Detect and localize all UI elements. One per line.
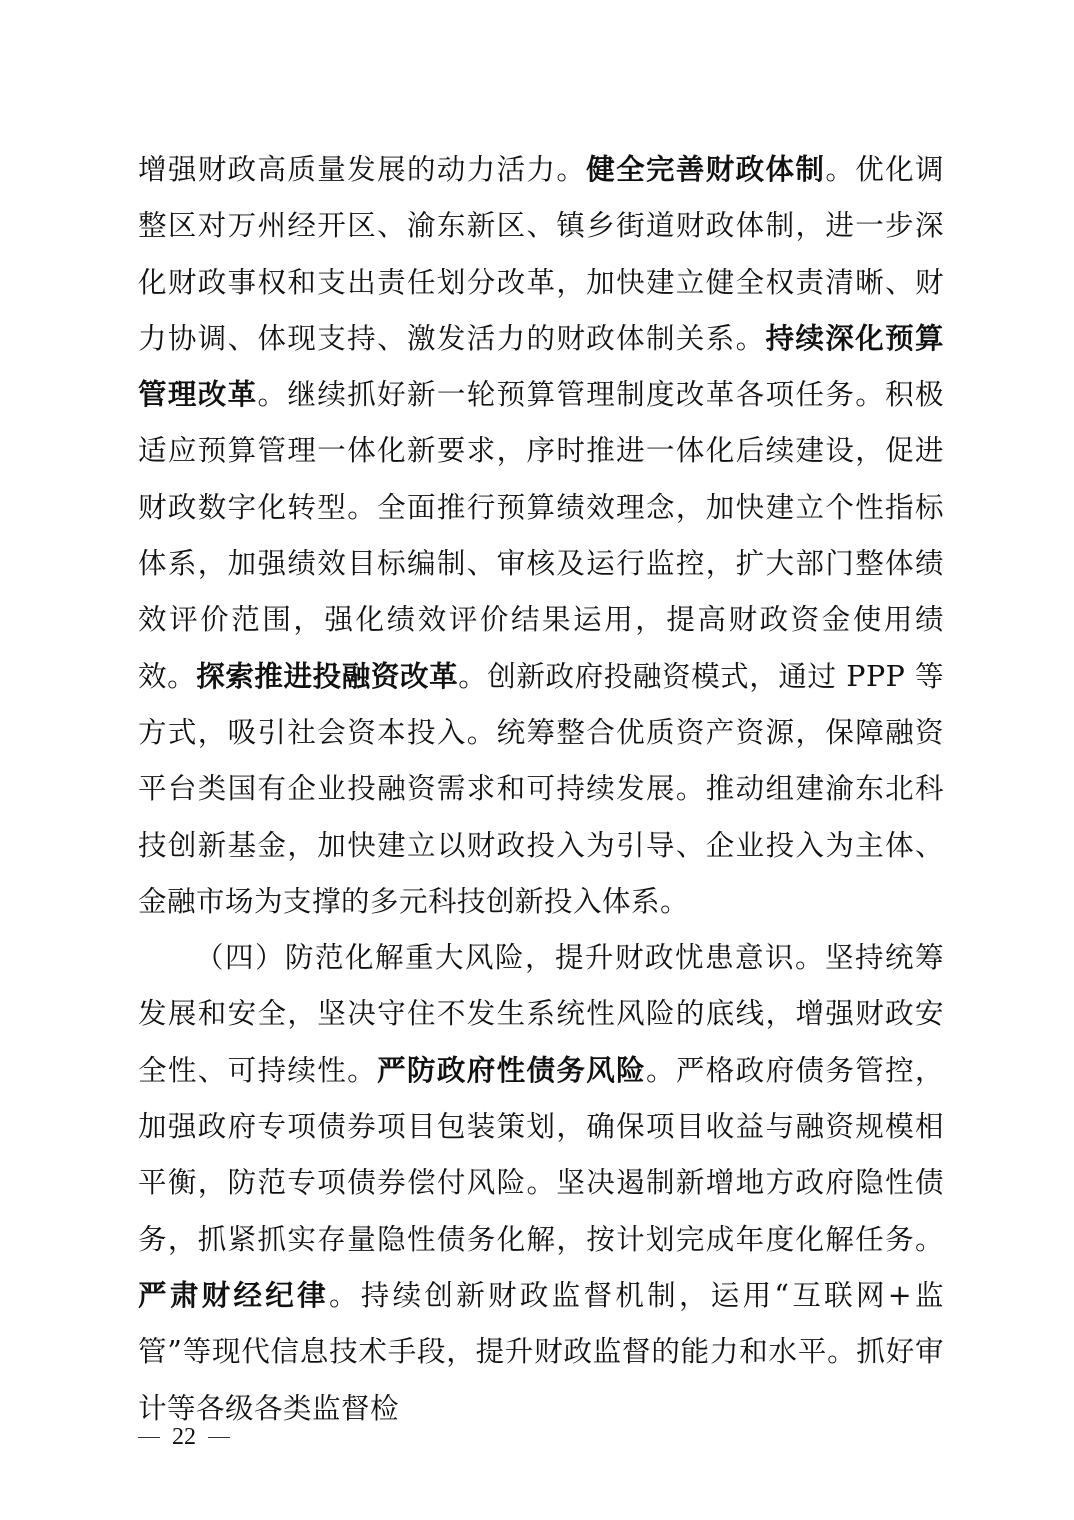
- text-span: 。持续创新财政监督机制，运用“互联网+监管”等现代信息技术手段，提升财政监督的能力和水平。抓好审计等各级各类监督检: [138, 1278, 944, 1425]
- body-text: [138, 142, 944, 1437]
- text-span: 增强财政高质量发展的动力活力。: [138, 153, 587, 186]
- heading-financial-discipline: 严肃财经纪律: [138, 1278, 329, 1312]
- footer-dash-right: [208, 1437, 230, 1438]
- text-span: 。坚持统筹发展和安全，坚决守住不发生系统性风险的底线，增强财政安全性、可持续性。: [138, 941, 944, 1087]
- text-span: 。继续抓好新一轮预算管理制度改革各项任务。积极适应预算管理一体化新要求，序时推进一体化后续建设，促进财政数字化转型。全面推行预算绩效理念，加快建立个性指标体系，加强绩效目标编制、审核及运行监控，扩大部门整体绩效评价范围，强化绩效评价结果运用，提高财政资金使用绩效。: [138, 378, 944, 693]
- paragraph-fiscal-reform: [138, 142, 944, 930]
- heading-investment-reform: 探索推进投融资改革: [196, 659, 459, 693]
- text-span: 。优化调整区对万州经开区、渝东新区、镇乡街道财政体制，进一步深化财政事权和支出责任划分改革，加快建立健全权责清晰、财力协调、体现支持、激发活力的财政体制关系。: [138, 153, 944, 355]
- text-span: 。严格政府债务管控，加强政府专项债券项目包装策划，确保项目收益与融资规模相平衡，防范专项债券偿付风险。坚决遏制新增地方政府隐性债务，抓紧抓实存量隐性债务化解，按计划完成年度化解任务。: [138, 1053, 944, 1256]
- page-number: 22: [172, 1424, 196, 1450]
- section-heading-4: （四）防范化解重大风险，提升财政忧患意识: [195, 941, 795, 975]
- text-span: 。创新政府投融资模式，通过 PPP 等方式，吸引社会资本投入。统筹整合优质资产资源，保障融资平台类国有企业投融资需求和可持续发展。推动组建渝东北科技创新基金，加快建立以财政投入为引导、企业投入为主体、金融市场为支撑的多元科技创新投入体系。: [138, 659, 944, 918]
- heading-budget-reform: 持续深化预算管理改革: [138, 321, 944, 412]
- page-footer: [138, 1422, 230, 1452]
- heading-debt-risk: 严防政府性债务风险: [377, 1053, 647, 1087]
- paragraph-risk-prevention: [138, 930, 944, 1437]
- footer-dash-left: [138, 1437, 160, 1438]
- heading-fiscal-system: 健全完善财政体制: [586, 153, 826, 186]
